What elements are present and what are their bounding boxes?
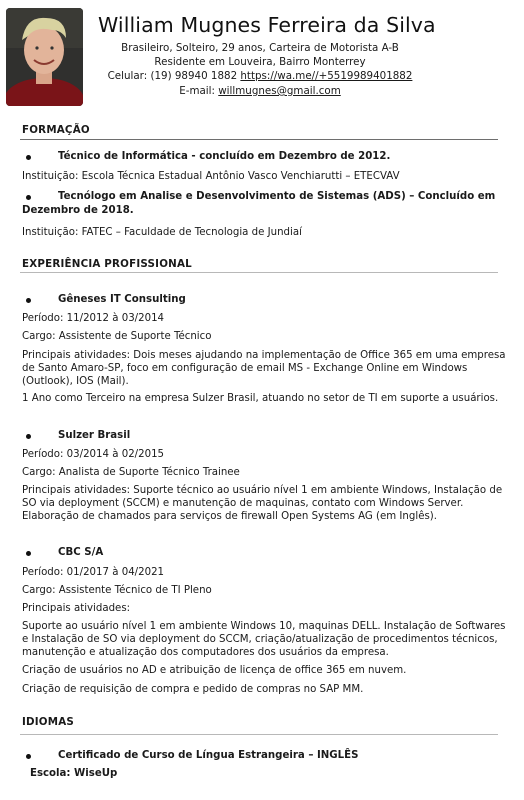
job-role: Cargo: Analista de Suporte Técnico Trainee: [22, 467, 240, 478]
job-role: Cargo: Assistente Técnico de TI Pleno: [22, 585, 212, 596]
job-role: Cargo: Assistente de Suporte Técnico: [22, 331, 212, 342]
company-name: Gêneses IT Consulting: [58, 294, 186, 305]
company-name: Sulzer Brasil: [58, 430, 131, 441]
education-item: Tecnólogo em Analise e Desenvolvimento de Sistemas (ADS) – Concluído em: [58, 191, 496, 202]
section-title-idiomas: IDIOMAS: [22, 716, 74, 728]
job-activities: SO via deployment (SCCM) e manutenção de maquinas, contato com Windows Server.: [22, 498, 464, 509]
bullet-icon: [26, 298, 31, 303]
section-divider: [20, 139, 498, 140]
job-extra: 1 Ano como Terceiro na empresa Sulzer Brasil, atuando no setor de TI em suporte a usuários.: [22, 393, 499, 404]
email-label: E-mail:: [179, 85, 219, 97]
job-period: Período: 03/2014 à 02/2015: [22, 449, 165, 460]
job-activities: Suporte ao usuário nível 1 em ambiente Windows 10, maquinas DELL. Instalação de Softwares: [22, 621, 506, 632]
email-link[interactable]: willmugnes@gmail.com: [218, 85, 341, 97]
language-item: Certificado de Curso de Língua Estrangeira – INGLÊS: [58, 750, 359, 761]
job-activities: de Santo Amaro-SP, foco em configuração de email MS - Exchange Online em Windows: [22, 363, 468, 374]
personal-info-line: Brasileiro, Solteiro, 29 anos, Carteira de Motorista A-B: [121, 42, 399, 54]
phone-line: [100, 70, 420, 84]
email-line: [100, 85, 420, 99]
bullet-icon: [26, 195, 31, 200]
whatsapp-link[interactable]: https://wa.me//+5519989401882: [240, 70, 413, 82]
job-activities: (Outlook), IOS (Mail).: [22, 376, 129, 387]
address-line: Residente em Louveira, Bairro Monterrey: [154, 56, 366, 68]
phone-label: Celular: (19) 98940 1882: [107, 70, 241, 82]
section-divider: [20, 734, 498, 735]
job-activities: Principais atividades: Suporte técnico ao usuário nível 1 em ambiente Windows, Instalação de: [22, 485, 503, 496]
job-activities: e Instalação de SO via deployment do SCCM, criação/atualização de procedimentos técnicos,: [22, 634, 498, 645]
job-activities: Principais atividades: Dois meses ajudando na implementação de Office 365 em uma empresa: [22, 350, 506, 361]
job-activities: manutenção e atualização dos computadores dos usuários da empresa.: [22, 647, 389, 658]
profile-photo: [6, 8, 83, 106]
bullet-icon: [26, 434, 31, 439]
education-item-continued: Dezembro de 2018.: [22, 205, 134, 216]
bullet-icon: [26, 754, 31, 759]
job-extra: Criação de usuários no AD e atribuição de licença de office 365 em nuvem.: [22, 665, 407, 676]
section-divider: [20, 272, 498, 273]
company-name: CBC S/A: [58, 547, 104, 558]
education-institution: Instituição: Escola Técnica Estadual Antônio Vasco Venchiarutti – ETECVAV: [22, 171, 400, 182]
language-school: Escola: WiseUp: [30, 768, 118, 779]
job-extra: Criação de requisição de compra e pedido de compras no SAP MM.: [22, 684, 364, 695]
candidate-name: William Mugnes Ferreira da Silva: [98, 13, 436, 37]
bullet-icon: [26, 155, 31, 160]
job-period: Período: 11/2012 à 03/2014: [22, 313, 165, 324]
section-title-experiencia: EXPERIÊNCIA PROFISSIONAL: [22, 258, 192, 270]
job-period: Período: 01/2017 à 04/2021: [22, 567, 165, 578]
section-title-formacao: FORMAÇÃO: [22, 124, 90, 136]
job-activities: Elaboração de chamados para serviços de firewall Open Systems AG (em Inglês).: [22, 511, 437, 522]
bullet-icon: [26, 551, 31, 556]
job-activities-label: Principais atividades:: [22, 603, 131, 614]
education-item: Técnico de Informática - concluído em Dezembro de 2012.: [58, 151, 391, 162]
education-institution: Instituição: FATEC – Faculdade de Tecnologia de Jundiaí: [22, 227, 302, 238]
